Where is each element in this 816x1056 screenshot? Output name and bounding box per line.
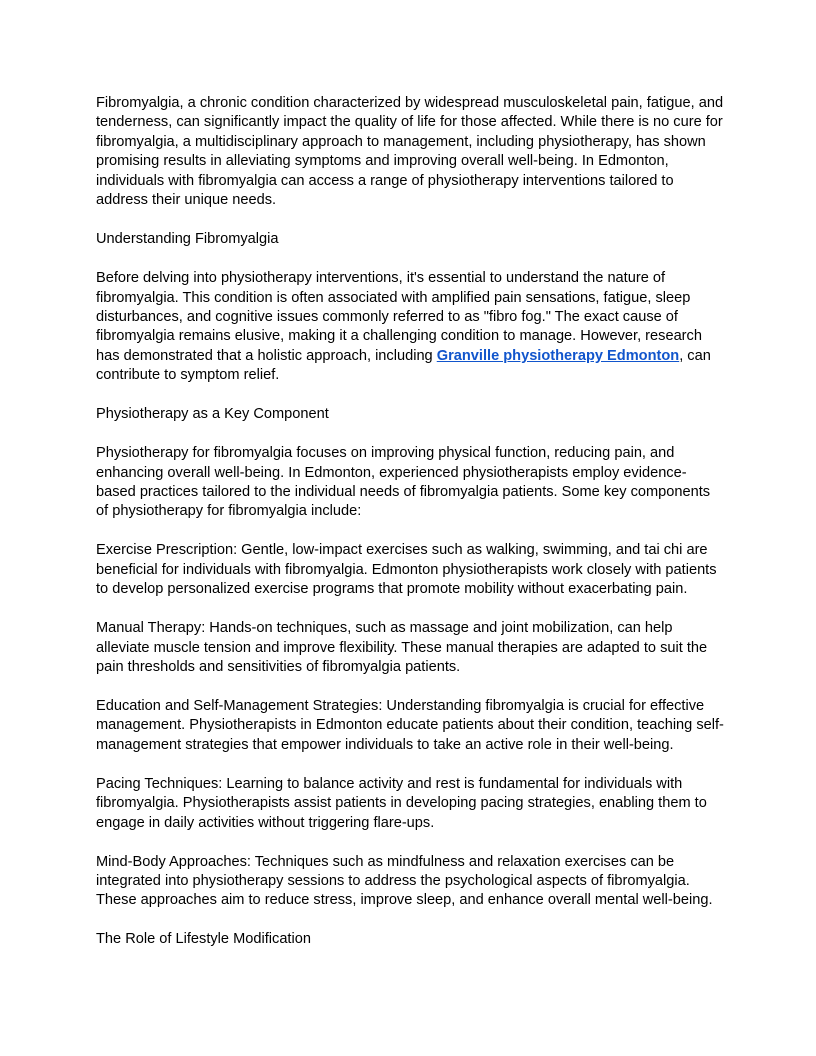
document-page	[96, 94, 724, 969]
heading-lifestyle-modification: The Role of Lifestyle Modification	[96, 931, 311, 948]
understanding-paragraph	[96, 269, 724, 386]
understanding-text-before-link: Before delving into physiotherapy interventions, it's essential to understand the nature of fibromyalgia. This condition is often associated with amplified pain sensations, fatigue, sleep disturbances, and cognitive issues commonly referred to as "fibro fog." The exact cause of fibromyalgia remains elusive, making it a challenging condition to manage. However, research has demonstrated that a holistic approach, including	[96, 270, 702, 364]
granville-physiotherapy-link[interactable]: Granville physiotherapy Edmonton	[436, 347, 680, 364]
intro-paragraph: Fibromyalgia, a chronic condition characterized by widespread musculoskeletal pain, fatigue, and tenderness, can significantly impact the quality of life for those affected. While there is no cure for fibromyalgia, a multidisciplinary approach to management, including physiotherapy, has shown promising results in alleviating symptoms and improving overall well-being. In Edmonton, individuals with fibromyalgia can access a range of physiotherapy interventions tailored to address their unique needs.	[96, 95, 724, 209]
education-paragraph: Education and Self-Management Strategies: Understanding fibromyalgia is crucial for effective management. Physiotherapists in Edmonton educate patients about their condition, teaching self-management strategies that empower individuals to take an active role in their well-being.	[96, 697, 724, 753]
manual-therapy-paragraph: Manual Therapy: Hands-on techniques, such as massage and joint mobilization, can help alleviate muscle tension and improve flexibility. These manual therapies are adapted to suit the pain thresholds and sensitivities of fibromyalgia patients.	[96, 620, 708, 676]
heading-key-component: Physiotherapy as a Key Component	[96, 406, 329, 423]
pacing-techniques-paragraph: Pacing Techniques: Learning to balance activity and rest is fundamental for individuals with fibromyalgia. Physiotherapists assist patients in developing pacing strategies, enabling them to engage in daily activities without triggering flare-ups.	[96, 775, 707, 831]
understanding-text-after-link: , can contribute to symptom relief.	[96, 347, 711, 384]
mind-body-paragraph: Mind-Body Approaches: Techniques such as mindfulness and relaxation exercises can be integrated into physiotherapy sessions to address the psychological aspects of fibromyalgia. These approaches aim to reduce stress, improve sleep, and enhance overall mental well-being.	[96, 853, 713, 909]
heading-understanding-fibromyalgia: Understanding Fibromyalgia	[96, 231, 279, 248]
key-component-paragraph: Physiotherapy for fibromyalgia focuses on improving physical function, reducing pain, and enhancing overall well-being. In Edmonton, experienced physiotherapists employ evidence-based practices tailored to the individual needs of fibromyalgia patients. Some key components of physiotherapy for fibromyalgia include:	[96, 445, 711, 520]
exercise-prescription-paragraph: Exercise Prescription: Gentle, low-impact exercises such as walking, swimming, and tai chi are beneficial for individuals with fibromyalgia. Edmonton physiotherapists work closely with patients to develop personalized exercise programs that promote mobility without exacerbating pain.	[96, 542, 717, 598]
